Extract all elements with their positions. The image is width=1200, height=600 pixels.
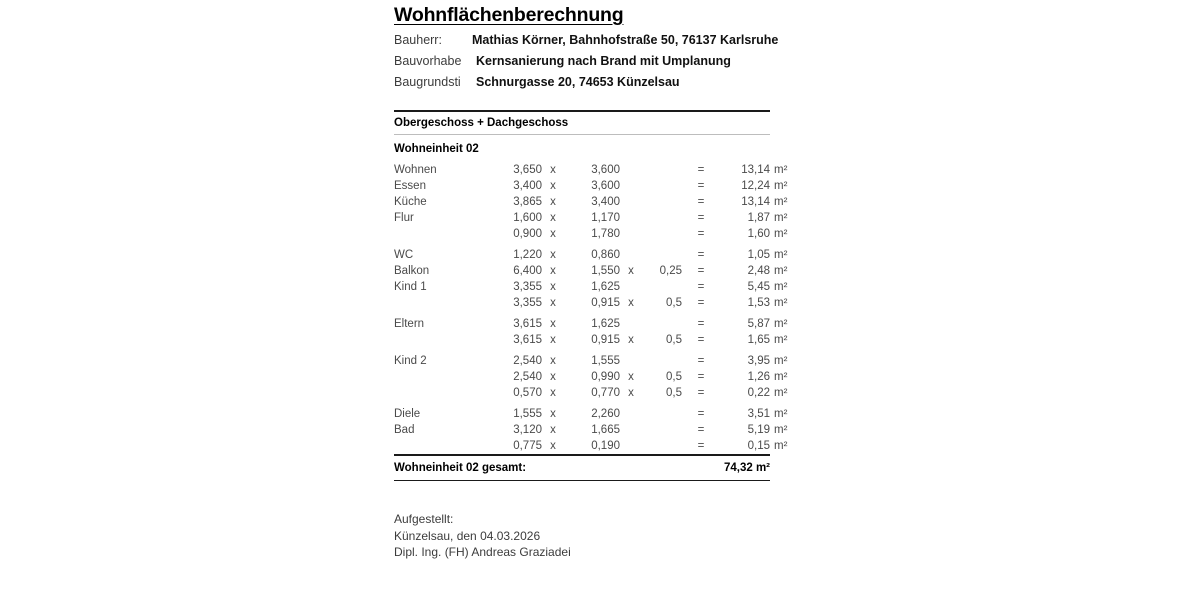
row-value-3 bbox=[642, 162, 682, 178]
row-value-1: 3,615 bbox=[513, 334, 542, 346]
row-value-2: 0,770 bbox=[591, 387, 620, 399]
row-value-1: 2,540 bbox=[513, 371, 542, 383]
row-value-3: 0,5 bbox=[666, 334, 682, 346]
table-row bbox=[394, 311, 800, 332]
row-name: Eltern bbox=[394, 318, 425, 330]
row-unit: m² bbox=[774, 164, 788, 176]
row-name: Diele bbox=[394, 408, 421, 420]
row-value-2: 1,625 bbox=[591, 281, 620, 293]
row-value-1: 3,355 bbox=[513, 281, 542, 293]
row-name bbox=[394, 295, 498, 311]
row-value-2: 1,550 bbox=[591, 265, 620, 277]
row-operator-2: x bbox=[628, 265, 634, 277]
table-row bbox=[394, 348, 800, 369]
row-value-1: 3,400 bbox=[513, 180, 542, 192]
row-name: Bad bbox=[394, 424, 415, 436]
row-equals: = bbox=[697, 180, 705, 192]
row-value-2: 0,990 bbox=[591, 371, 620, 383]
row-value-1: 3,120 bbox=[513, 424, 542, 436]
row-result: 3,95 bbox=[747, 355, 770, 367]
footer-line-place-date: Künzelsau, den 04.03.2026 bbox=[394, 528, 541, 543]
row-operator-1: x bbox=[550, 265, 556, 277]
total-row bbox=[394, 456, 770, 480]
row-operator-1: x bbox=[550, 387, 556, 399]
row-equals: = bbox=[697, 355, 705, 367]
row-result: 0,22 bbox=[747, 387, 770, 399]
row-value-1: 1,600 bbox=[513, 212, 542, 224]
table-row bbox=[394, 295, 800, 311]
row-operator-2 bbox=[620, 438, 642, 454]
row-equals: = bbox=[697, 297, 705, 309]
row-value-3 bbox=[642, 226, 682, 242]
row-unit: m² bbox=[774, 212, 788, 224]
table-row bbox=[394, 401, 800, 422]
row-equals: = bbox=[697, 440, 705, 452]
row-equals: = bbox=[697, 265, 705, 277]
meta-value-bauvorhaben: Kernsanierung nach Brand mit Umplanung bbox=[476, 54, 731, 68]
row-value-2: 1,665 bbox=[591, 424, 620, 436]
row-name bbox=[394, 385, 498, 401]
row-operator-2: x bbox=[628, 297, 634, 309]
meta-value-bauherr: Mathias Körner, Bahnhofstraße 50, 76137 Karlsruhe bbox=[472, 33, 779, 47]
row-operator-2: x bbox=[628, 334, 634, 346]
row-unit: m² bbox=[774, 196, 788, 208]
row-unit: m² bbox=[774, 265, 788, 277]
total-label: Wohneinheit 02 gesamt: bbox=[394, 461, 527, 474]
row-operator-1: x bbox=[550, 318, 556, 330]
row-value-3: 0,5 bbox=[666, 297, 682, 309]
row-equals: = bbox=[697, 212, 705, 224]
row-unit: m² bbox=[774, 180, 788, 192]
row-unit: m² bbox=[774, 424, 788, 436]
row-value-1: 0,570 bbox=[513, 387, 542, 399]
row-unit: m² bbox=[774, 318, 788, 330]
row-name bbox=[394, 332, 498, 348]
meta-label-bauvorhaben: Bauvorhabe bbox=[394, 54, 462, 68]
table-row bbox=[394, 438, 800, 454]
row-operator-1: x bbox=[550, 424, 556, 436]
table-row bbox=[394, 210, 800, 226]
row-value-2: 0,915 bbox=[591, 297, 620, 309]
row-result: 1,60 bbox=[747, 228, 770, 240]
row-operator-2 bbox=[620, 210, 642, 226]
row-name bbox=[394, 438, 498, 454]
row-value-3: 0,25 bbox=[659, 265, 682, 277]
row-name bbox=[394, 226, 498, 242]
row-equals: = bbox=[697, 424, 705, 436]
row-operator-1: x bbox=[550, 281, 556, 293]
meta-value-baugrundstueck: Schnurgasse 20, 74653 Künzelsau bbox=[476, 75, 680, 89]
row-value-1: 3,650 bbox=[513, 164, 542, 176]
table-row bbox=[394, 242, 800, 263]
project-meta-block bbox=[394, 33, 779, 96]
table-row bbox=[394, 162, 800, 178]
row-equals: = bbox=[697, 164, 705, 176]
row-value-2: 1,780 bbox=[591, 228, 620, 240]
row-value-2: 2,260 bbox=[591, 408, 620, 420]
row-operator-1: x bbox=[550, 297, 556, 309]
row-equals: = bbox=[697, 318, 705, 330]
row-value-2: 3,600 bbox=[591, 180, 620, 192]
row-value-2: 1,625 bbox=[591, 318, 620, 330]
row-name: Wohnen bbox=[394, 164, 437, 176]
row-equals: = bbox=[697, 281, 705, 293]
row-name: Essen bbox=[394, 180, 426, 192]
table-row bbox=[394, 385, 800, 401]
row-operator-1: x bbox=[550, 371, 556, 383]
footer-line-aufgestellt: Aufgestellt: bbox=[394, 512, 454, 526]
row-equals: = bbox=[697, 387, 705, 399]
row-result: 1,05 bbox=[747, 249, 770, 261]
row-name: Kind 2 bbox=[394, 355, 427, 367]
table-row bbox=[394, 369, 800, 385]
row-result: 1,87 bbox=[747, 212, 770, 224]
row-operator-1: x bbox=[550, 164, 556, 176]
row-unit: m² bbox=[774, 440, 788, 452]
row-result: 1,26 bbox=[747, 371, 770, 383]
row-result: 5,45 bbox=[747, 281, 770, 293]
row-unit: m² bbox=[774, 297, 788, 309]
signature-block bbox=[394, 481, 770, 561]
row-equals: = bbox=[697, 228, 705, 240]
row-value-3: 0,5 bbox=[666, 387, 682, 399]
page-title: Wohnflächenberechnung bbox=[394, 4, 624, 26]
row-name: Kind 1 bbox=[394, 281, 427, 293]
row-operator-2 bbox=[620, 311, 642, 332]
meta-row-bauherr bbox=[394, 33, 779, 54]
row-value-1: 0,900 bbox=[513, 228, 542, 240]
row-equals: = bbox=[697, 408, 705, 420]
table-row bbox=[394, 279, 800, 295]
row-equals: = bbox=[697, 334, 705, 346]
row-value-1: 3,355 bbox=[513, 297, 542, 309]
area-calculation-body bbox=[394, 162, 800, 454]
row-value-1: 3,865 bbox=[513, 196, 542, 208]
unit-title: Wohneinheit 02 bbox=[394, 143, 479, 155]
row-unit: m² bbox=[774, 228, 788, 240]
row-operator-1: x bbox=[550, 355, 556, 367]
row-operator-1: x bbox=[550, 440, 556, 452]
table-row bbox=[394, 422, 800, 438]
total-unit: m² bbox=[755, 461, 770, 474]
table-row bbox=[394, 226, 800, 242]
row-value-2: 1,555 bbox=[591, 355, 620, 367]
table-row bbox=[394, 194, 800, 210]
section-header-geschoss: Obergeschoss + Dachgeschoss bbox=[394, 117, 569, 129]
total-value bbox=[724, 460, 770, 476]
table-row bbox=[394, 332, 800, 348]
row-operator-1: x bbox=[550, 249, 556, 261]
row-unit: m² bbox=[774, 371, 788, 383]
row-value-3 bbox=[642, 311, 682, 332]
footer-line-author: Dipl. Ing. (FH) Andreas Graziadei bbox=[394, 545, 571, 559]
row-unit: m² bbox=[774, 334, 788, 346]
row-value-2: 3,600 bbox=[591, 164, 620, 176]
row-value-1: 1,555 bbox=[513, 408, 542, 420]
row-equals: = bbox=[697, 371, 705, 383]
row-result: 5,87 bbox=[747, 318, 770, 330]
row-operator-2 bbox=[620, 401, 642, 422]
row-operator-2 bbox=[620, 178, 642, 194]
row-value-3 bbox=[642, 401, 682, 422]
table-row bbox=[394, 263, 800, 279]
row-name: Flur bbox=[394, 212, 414, 224]
row-value-3 bbox=[642, 348, 682, 369]
row-operator-2: x bbox=[628, 371, 634, 383]
row-result: 13,14 bbox=[741, 196, 770, 208]
row-operator-1: x bbox=[550, 408, 556, 420]
row-operator-1: x bbox=[550, 180, 556, 192]
row-operator-2: x bbox=[628, 387, 634, 399]
row-operator-2 bbox=[620, 242, 642, 263]
row-operator-1: x bbox=[550, 212, 556, 224]
row-result: 1,53 bbox=[747, 297, 770, 309]
table-row bbox=[394, 178, 800, 194]
row-value-1: 6,400 bbox=[513, 265, 542, 277]
row-operator-1: x bbox=[550, 228, 556, 240]
row-result: 5,19 bbox=[747, 424, 770, 436]
row-operator-1: x bbox=[550, 196, 556, 208]
row-value-3 bbox=[642, 242, 682, 263]
row-unit: m² bbox=[774, 355, 788, 367]
total-number: 74,32 bbox=[723, 461, 753, 474]
row-unit: m² bbox=[774, 387, 788, 399]
row-result: 1,65 bbox=[747, 334, 770, 346]
meta-row-baugrundstueck bbox=[394, 75, 770, 96]
row-result: 0,15 bbox=[747, 440, 770, 452]
row-value-3 bbox=[642, 422, 682, 438]
row-unit: m² bbox=[774, 408, 788, 420]
meta-label-bauherr: Bauherr: bbox=[394, 33, 442, 47]
row-operator-2 bbox=[620, 279, 642, 295]
row-value-2: 0,915 bbox=[591, 334, 620, 346]
row-value-1: 1,220 bbox=[513, 249, 542, 261]
row-result: 2,48 bbox=[747, 265, 770, 277]
row-equals: = bbox=[697, 196, 705, 208]
row-value-3 bbox=[642, 279, 682, 295]
row-result: 13,14 bbox=[741, 164, 770, 176]
row-value-3 bbox=[642, 194, 682, 210]
row-value-2: 3,400 bbox=[591, 196, 620, 208]
row-value-2: 1,170 bbox=[591, 212, 620, 224]
row-name: Balkon bbox=[394, 265, 430, 277]
row-unit: m² bbox=[774, 249, 788, 261]
row-operator-2 bbox=[620, 162, 642, 178]
row-name: WC bbox=[394, 249, 414, 261]
row-value-3 bbox=[642, 178, 682, 194]
wohnflaechenberechnung-document bbox=[394, 0, 788, 561]
row-value-1: 3,615 bbox=[513, 318, 542, 330]
meta-label-baugrundstueck: Baugrundsti bbox=[394, 75, 461, 89]
row-value-3 bbox=[642, 210, 682, 226]
row-value-1: 2,540 bbox=[513, 355, 542, 367]
row-value-2: 0,190 bbox=[591, 440, 620, 452]
row-name: Küche bbox=[394, 196, 427, 208]
row-operator-2 bbox=[620, 422, 642, 438]
row-operator-2 bbox=[620, 348, 642, 369]
row-operator-2 bbox=[620, 194, 642, 210]
row-result: 12,24 bbox=[741, 180, 770, 192]
row-name bbox=[394, 369, 498, 385]
row-unit: m² bbox=[774, 281, 788, 293]
row-value-1: 0,775 bbox=[513, 440, 542, 452]
row-value-3: 0,5 bbox=[666, 371, 682, 383]
area-calculation-table bbox=[394, 162, 800, 454]
row-value-2: 0,860 bbox=[591, 249, 620, 261]
row-operator-1: x bbox=[550, 334, 556, 346]
row-value-3 bbox=[642, 438, 682, 454]
row-equals: = bbox=[697, 249, 705, 261]
meta-row-bauvorhaben bbox=[394, 54, 770, 75]
row-operator-2 bbox=[620, 226, 642, 242]
row-result: 3,51 bbox=[747, 408, 770, 420]
